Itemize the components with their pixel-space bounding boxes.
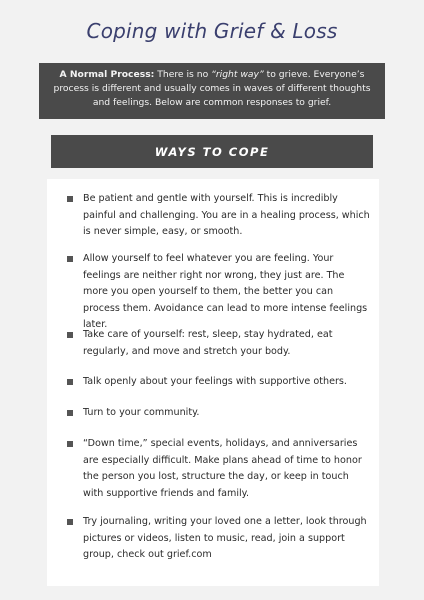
list-item-text: Take care of yourself: rest, sleep, stay hydrated, eat regularly, and move and stretch your body. [83, 329, 333, 357]
square-bullet-icon [67, 379, 73, 385]
intro-emphasis: “right way” [211, 69, 264, 80]
list-item-text: Allow yourself to feel whatever you are feeling. Your feelings are neither right nor wrong, they just are. The more you open yourself to them, the better you can process them. Avoidance can lead to more intense feelings later. [83, 253, 368, 330]
list-item [67, 514, 371, 564]
square-bullet-icon [67, 519, 73, 525]
square-bullet-icon [67, 410, 73, 416]
intro-text-before: There is no [154, 69, 212, 80]
list-item [67, 251, 371, 334]
intro-text-after: to grieve. Everyone’s process is different and usually comes in waves of different thoughts and feelings. Below are common responses to grief. [53, 69, 371, 108]
list-item-text: “Down time,” special events, holidays, and anniversaries are especially difficult. Make plans ahead of time to honor the person you lost, structure the day, or keep in touch with supportive friends and family. [83, 438, 362, 499]
section-header [51, 135, 373, 168]
intro-label: A Normal Process: [59, 69, 155, 80]
square-bullet-icon [67, 196, 73, 202]
page-title: Coping with Grief & Loss [86, 19, 338, 43]
list-item [67, 436, 371, 502]
square-bullet-icon [67, 332, 73, 338]
list-item-text: Turn to your community. [83, 407, 200, 418]
section-header-label: WAYS TO COPE [154, 144, 270, 159]
list-item-text: Talk openly about your feelings with supportive others. [83, 376, 347, 387]
list-item [67, 405, 371, 422]
list-item-text: Try journaling, writing your loved one a letter, look through pictures or videos, listen to music, read, join a support group, check out grief.com [83, 516, 367, 560]
list-item [67, 191, 371, 241]
list-item-text: Be patient and gentle with yourself. This is incredibly painful and challenging. You are in a healing process, which is never simple, easy, or smooth. [83, 193, 370, 237]
list-item [67, 327, 371, 360]
list-item [67, 374, 371, 391]
square-bullet-icon [67, 441, 73, 447]
square-bullet-icon [67, 256, 73, 262]
intro-box [39, 63, 385, 119]
coping-list [47, 179, 379, 586]
